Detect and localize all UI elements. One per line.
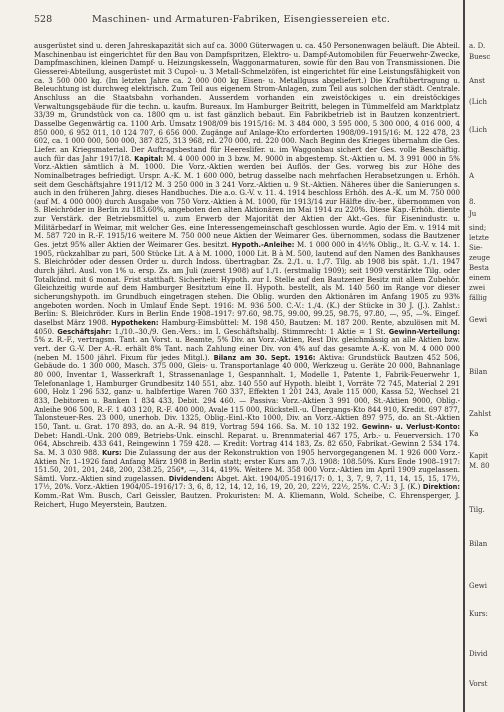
right-fragment: 8. (469, 198, 476, 206)
geschaeftsjahr-label: Geschäftsjahr: (57, 327, 115, 336)
gewinn-verteilung-text: 5% z. R.-F., vertragsm. Tant. an Vorst. u. Beamte, 5% Div. an Vorz.-Aktien, Rest Div. gleichmässig an alle Aktien bzw. vert. der G.-V. Der A.-R. erhält 8% Tant. nach Zahlung einer Div. von 4% auf das gesamte A.-K. von M. 4 000 000 (neben M. 1500 jährl. Fixum für jedes Mitgl.). (34, 335, 460, 362)
right-fragment: Vorst (469, 680, 488, 688)
right-fragment: M. 80 (469, 462, 490, 470)
page-number: 528 (34, 14, 53, 25)
right-fragment: zwei (469, 284, 486, 292)
right-fragment: Zahlst (469, 410, 492, 418)
right-fragment: Bilan (469, 368, 488, 376)
right-fragment: (Lich (469, 126, 488, 134)
right-fragment: Anst (469, 77, 485, 85)
geschaeftsjahr-text: 1./10.–30./9. Gen.-Vers.: im I. Geschäftshalbj. Stimmrecht: 1 Aktie = 1 St. (114, 326, 389, 336)
right-fragment: a. D. (469, 42, 486, 50)
right-fragment: sind; (469, 224, 487, 232)
running-title: Maschinen- und Armaturen-Fabriken, Eisengiessereien etc. (92, 14, 391, 25)
right-fragment: (Lich (469, 98, 488, 106)
kapital-text: M. 4 000 000 in 3 bzw. M. 9000 in abgestemp. St.-Aktien u. M. 3 991 000 in 5% Vorz.-Aktien sämtlich à M. 1000. Die Vorz.-Aktien werden bei Auflös. der Ges. vorweg bis zur Höhe des Nominalbetrages befriedigt. Urspr. A.-K. M. 1 600 000, betrug dasselbe nach mehrfachen Herabsetzungen u. Erhöh. seit dem Geschäftsjahre 1911/12 M. 3 250 000 in 3 241 Vorz.-Aktien u. 9 St.-Aktien. Näheres über die Sanierungen s. auch in den früheren Jahrg. dieses Handbuches. Die a.o. G.-V. v. 11. 4. 1914 beschloss Erhöh. des A.-K. um M. 750 000 (auf M. 4 000 000) durch Ausgabe von 750 Vorz.-Aktien à M. 1000, für 1913/14 zur Hälfte div.-ber., übernommen von S. Bleichröder in Berlin zu 183.60%, angeboten den alten Aktionären im Mai 1914 zu 220%. Diese Kap.-Erhöh. diente zur Verstärk. der Betriebsmittel u. zum Erwerb der Majorität der Aktien der Akt.-Ges. für Eisenindustr. u. Militärbedarf in Weimar, mit welcher Ges. eine Interessengemeinschaft geschlossen wurde. Agio der Em. v. 1914 mit M. 587 720 in R.-F. 1915/16 weitere M. 750 000 neue Aktien der Weimarer Ges. übernommen, sodass die Bautzener Ges. jetzt 95% aller Aktien der Weimarer Ges. besitzt. (34, 153, 460, 250)
right-fragment: Ka (469, 430, 479, 438)
right-fragment: Divid (469, 650, 488, 658)
bilanz-text: Aktiva: Grundstück Bautzen 452 506, Gebäude do. 1 300 000, Masch. 375 000, Gleis- u. Transportanlage 40 000, Werkzeug u. Geräte 20 000, Bahnanlage 80 000, Inventar 1, Wasserkraft 1, Strassenanlage 1, Gespannhalt. 1, Modelle 1, Patente 1, Fabrik-Feuerwehr 1, Telefonanlage 1, Hamburger Grundbesitz 140 551, abz. 140 550 auf Hypoth. bleibt 1, Vorräte 72 745, Material 2 291 600, Holz 1 296 532, ganz- u. halbfertige Waren 760 337, Effekten 1 201 243, Avale 115 000, Kassa 52, Wechsel 21 833, Debitoren u. Banken 1 834 433, Debit. 294 460. — Passiva: Vorz.-Aktien 3 991 000, St.-Aktien 9000, Oblig.-Anleihe 906 500, R.-F. 1 403 120, R.-F. 400 000, Avale 115 000, Rückstell.-u. Übergangs-Kto 844 910, Kredit. 697 877, Talonsteuer-Res. 23 000, unerhob. Div. 1325, Oblig.-Einl.-Kto 1000, Div. an Vorz.-Aktien 897 975, do. an St.-Aktien 150, Tant. u. Grat. 170 893, do. an A.-R. 94 819, Vortrag 594 166. Sa. M. 10 132 192. (34, 352, 460, 431)
kapital-label: Kapital: (134, 154, 167, 163)
column-divider (463, 0, 465, 712)
hypotheken-label: Hypotheken: (111, 319, 162, 327)
bilanz-label: Bilanz am 30. Sept. 1916: (213, 353, 320, 362)
right-fragment: Gewi (469, 582, 487, 590)
right-fragment: Gewi (469, 316, 487, 324)
dividenden-text: Abget. Akt. 1904/05–1916/17: 0, 1, 3, 7, 9, 7, 11, 14, 15, 15, 17½, 17½, 20%. Vorz.-Aktien 1904/05–1916/17: 3, 6, 8, 12, 14, 12, 16, 19, 20, 20, 22½, 22½, 25%. C.-V.: 3 J. (K.) (34, 473, 460, 492)
right-fragment: A (469, 172, 475, 180)
kurs-text: Die Zulassung der aus der Rekonstruktion von 1905 hervorgegangenen M. 1 926 000 Vorz.-Aktien Nr. 1–1926 fand Anfang März 1908 in Berlin statt; erster Kurs am 7./3. 1908: 108.50%. Kurs Ende 1908–1917: 151.50, 201, 201, 248, 200, 238.25, 256*, —, 314, 419%. Weitere M. 358 000 Vorz.-Aktien im April 1909 zugelassen. Sämtl. Vorz.-Aktien sind zugelassen. (34, 447, 460, 483)
right-fragment: Besta (469, 264, 489, 272)
guv-konto-label: Gewinn- u. Verlust-Konto: (361, 422, 460, 431)
right-fragment: Kurs: (469, 610, 488, 618)
page-header (34, 14, 434, 28)
dividenden-label: Dividenden: (168, 474, 217, 483)
direktion-text: Komm.-Rat Wm. Busch, Carl Geissler, Bautzen. Prokuristen: M. A. Kliemann, Wold. Scheibe, C. Ehrensperger, J. Reichert, Hugo Meyerstein, Bautzen. (34, 491, 460, 509)
right-fragment: Tilg. (469, 506, 485, 514)
hypotheken-text: Hamburg-Eimsbüttel: M. 198 450, Bautzen: M. 187 200. Rente, abzulösen mit M. 4050. (34, 318, 460, 336)
right-fragment: einem (469, 274, 491, 282)
right-fragment: fällig (469, 294, 487, 302)
right-fragment: Buesc (469, 53, 491, 61)
right-column-fragment (467, 0, 504, 712)
right-fragment: Sie- (469, 244, 483, 252)
direktion-label: Direktion: (422, 483, 460, 492)
hypoth-anleihe-text: M. 1 000 000 in 4½% Oblig., lt. G.-V. v. 14. 1. 1905, rückzahlbar zu pari, 500 Stücke Lit. A à M. 1000, 1000 Lit. B à M. 500, lautend auf den Namen des Bankhauses S. Bleichröder oder dessen Order u. durch Indoss. übertragbar. Zs. 2./1. u. 1./7. Tilg. ab 1908 bis spät. 1./1. 1947 durch jährl. Ausl. von 1% u. ersp. Zs. am Juli (zuerst 1908) auf 1./1. (erstmalig 1909); seit 1909 verstärkte Tilg. oder Totalkünd. mit 6 monat. Frist statthaft. Sicherheit: Hypoth. zur I. Stelle auf den Bautzener Besitz mit allem Zubehör. Gleichzeitig wurde auf dem Hamburger Besitztum eine II. Hypoth. bestellt, als M. 140 560 im Range vor dieser sicherungshypoth. im Grundbuch eingetragen stehen. Die Oblig. wurden den Aktionären im Anfang 1905 zu 93% angeboten worden. Noch in Umlauf Ende Sept. 1916: M. 936 500. C.-V.: 1./4. (K.) der Stücke in 30 J. (J.). Zahlst.: Berlin: S. Bleichröder. Kurs in Berlin Ende 1908–1917: 97.60, 98.75, 99.00, 99.25, 98.75, 97.80, —, 95, —%. Eingef. daselbst März 1908. (34, 240, 460, 327)
main-text-column (34, 42, 460, 704)
right-fragment: Kapit (469, 452, 488, 460)
intro-paragraph: ausgerüstet sind u. deren Jahreskapazität sich auf ca. 3000 Güterwagen u. ca. 450 Personenwagen beläuft. Die Abteil. Maschinenbau ist eingerichtet für den Bau von Dampfspritzen, Elektro- u. Dampf-Automobilen für Feuerwehr-Zwecke, Dampfmaschinen, kleinen Dampf- u. Heizungskesseln, Waggonarmaturen, sowie für den Bau von Transmissionen. Die Giesserei-Abteilung, ausgerüstet mit 3 Cupol- u. 3 Metall-Schmelzöfen, ist eingerichtet für eine Leistungsfähigkeit von ca. 3 500 000 kg. (Im letzten Jahre ca. 2 000 000 kg Eisen- u. Metallguss abgeliefert.) Die Kraftübertragung u. Beleuchtung ist durchweg elektrisch. Zum Teil aus eigenem Strom-Anlagen, zum Teil aus solchen der städt. Centrale. Anschluss an die Staatsbahn vorhanden. Ausserdem vorhanden ein zweistöckiges u. ein dreistöckiges Verwaltungsgebäude für die techn. u. kaufm. Bureaux. Im Hamburger Beitritt, belegen in Tümmelfeld am Marktplatz 33/39 m, Grundstück von ca. 1800 qm u. ist fast gänzlich bebaut. Ein Fabrikbetrieb ist in Bautzen konzentriert. Dasselbe Gegenwärtig ca. 1100 Arb. Umsatz 1908/09 bis 1915/16: M. 3 484 000, 3 595 000, 5 300 000, 4 016 000, 4 850 000, 6 952 011, 10 124 707, 6 656 000. Zugänge auf Anlage-Kto erforderten 1908/09–1915/16: M. 122 478, 23 602, ca. 1 000 000, 500 000, 387 825, 313 968, rd. 270 000, rd. 220 000. Nach Beginn des Krieges übernahm die Ges. Liefer. an Kriegsmaterial. Der Auftragsbestand für Heereslifer. u. im Waggonbau sichert der Ges. volle Beschäftig. auch für das Jahr 1917/18. (34, 42, 460, 163)
right-fragment: Bilan (469, 540, 488, 548)
hypoth-anleihe-label: Hypoth.-Anleihe: (231, 241, 297, 250)
right-fragment: zeuge (469, 254, 490, 262)
gewinn-verteilung-label: Gewinn-Verteilung: (388, 327, 460, 336)
right-fragment: Ju (469, 210, 477, 218)
right-fragment: letzte (469, 234, 489, 242)
guv-konto-text: Debet: Handl.-Unk. 200 089, Betriebs-Unk. einschl. Reparat. u. Brennmaterial 467 175, Arb.- u. Feuerversich. 170 064, Abschreib. 433 641, Reingewinn 1 759 428. — Kredit: Vortrag 414 183, Zs. 82 650, Fabrikat.-Gewinn 2 534 174. Sa. M. 3 030 988. (34, 430, 460, 457)
kurs-label: Kurs: (102, 448, 125, 457)
